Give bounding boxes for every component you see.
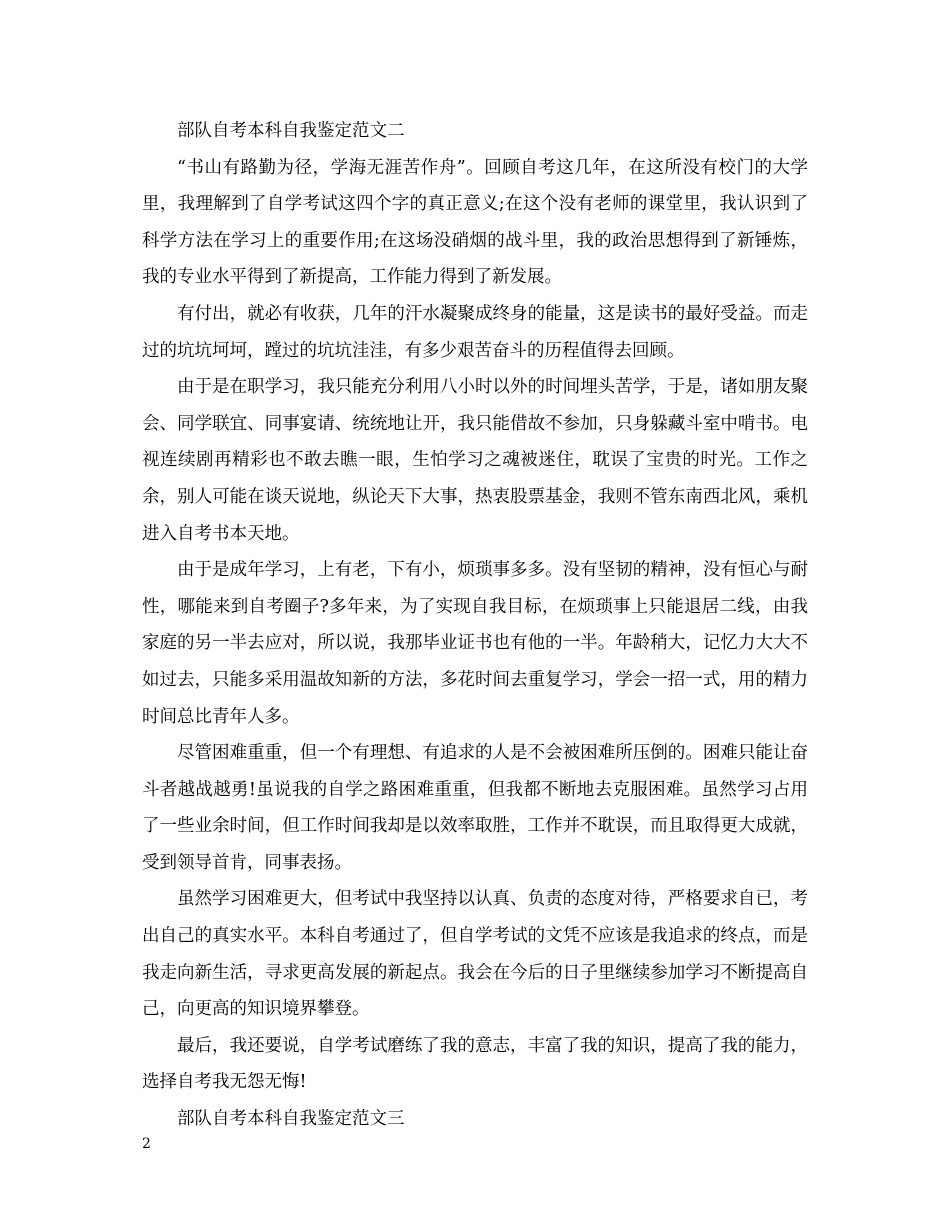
paragraph-2: 有付出，就必有收获，几年的汗水凝聚成终身的能量，这是读书的最好受益。而走过的坑坑坷坷，蹚过的坑坑洼洼，有多少艰苦奋斗的历程值得去回顾。 <box>142 303 808 361</box>
paragraph-3: 由于是在职学习，我只能充分利用八小时以外的时间埋头苦学，于是，诸如朋友聚会、同学联宜、同事宴请、统统地让开，我只能借故不参加，只身躲藏斗室中啃书。电视连续剧再精彩也不敢去瞧一眼，生怕学习之魂被迷住，耽误了宝贵的时光。工作之余，别人可能在谈天说地，纵论天下大事，热衷股票基金，我则不管东南西北风，乘机进入自考书本天地。 <box>142 377 808 544</box>
document-page <box>142 113 808 1138</box>
paragraph-7: 最后，我还要说，自学考试磨练了我的意志，丰富了我的知识，提高了我的能力，选择自考我无怨无悔! <box>142 1035 808 1093</box>
section-title-3: 部队自考本科自我鉴定范文三 <box>177 1109 405 1130</box>
paragraph-4: 由于是成年学习，上有老，下有小，烦琐事多多。没有坚韧的精神，没有恒心与耐性，哪能来到自考圈子?多年来，为了实现自我目标，在烦琐事上只能退居二线，由我家庭的另一半去应对，所以说，我那毕业证书也有他的一半。年龄稍大，记忆力大大不如过去，只能多采用温故知新的方法，多花时间去重复学习，学会一招一式，用的精力时间总比青年人多。 <box>142 560 808 727</box>
paragraph-6: 虽然学习困难更大，但考试中我坚持以认真、负责的态度对待，严格要求自已，考出自己的真实水平。本科自考通过了，但自学考试的文凭不应该是我追求的终点，而是我走向新生活，寻求更高发展的新起点。我会在今后的日子里继续参加学习不断提高自己，向更高的知识境界攀登。 <box>142 889 808 1020</box>
page-number: 2 <box>142 1136 151 1152</box>
paragraph-1: “书山有路勤为径，学海无涯苦作舟”。回顾自考这几年，在这所没有校门的大学里，我理解到了自学考试这四个字的真正意义;在这个没有老师的课堂里，我认识到了科学方法在学习上的重要作用;在这场没硝烟的战斗里，我的政治思想得到了新锤炼，我的专业水平得到了新提高，工作能力得到了新发展。 <box>142 157 808 288</box>
section-title-2: 部队自考本科自我鉴定范文二 <box>177 121 405 141</box>
paragraph-5: 尽管困难重重，但一个有理想、有追求的人是不会被困难所压倒的。困难只能让奋斗者越战越勇!虽说我的自学之路困难重重，但我都不断地去克服困难。虽然学习占用了一些业余时间，但工作时间我却是以效率取胜，工作并不耽误，而且取得更大成就，受到领导首肯，同事表扬。 <box>142 743 808 873</box>
